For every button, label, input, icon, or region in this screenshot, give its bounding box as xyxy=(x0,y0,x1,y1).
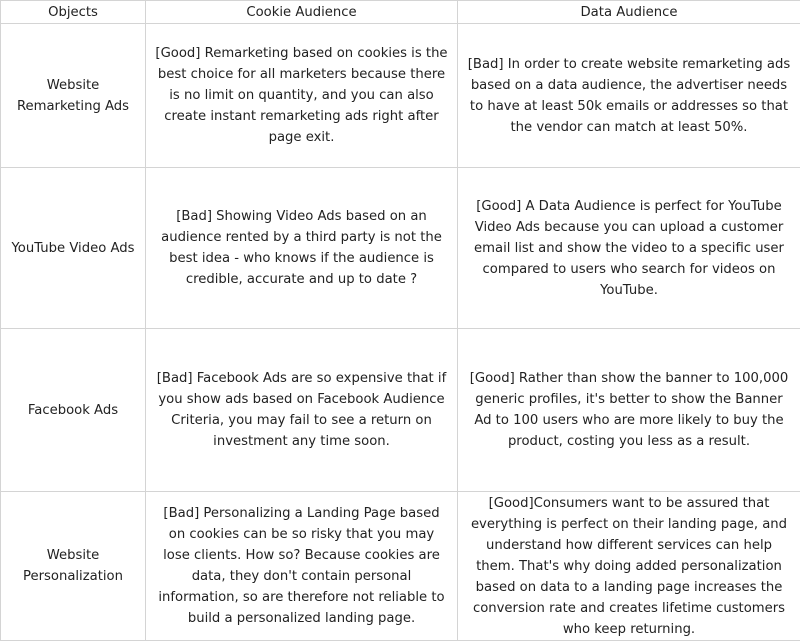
table-row xyxy=(1,24,800,168)
table-row xyxy=(1,329,800,492)
cookie-audience-cell: [Good] Remarketing based on cookies is the best choice for all marketers because there is no limit on quantity, and you can also create instant remarketing ads right after page exit. xyxy=(146,24,458,168)
header-objects: Objects xyxy=(1,1,146,24)
data-audience-cell: [Good] Rather than show the banner to 100,000 generic profiles, it's better to show the Banner Ad to 100 users who are more likely to buy the product, costing you less as a result. xyxy=(458,329,800,492)
cookie-audience-cell: [Bad] Personalizing a Landing Page based on cookies can be so risky that you may lose clients. How so? Because cookies are data, they don't contain personal information, so are therefore not reliable to build a personalized landing page. xyxy=(146,492,458,641)
data-audience-cell: [Bad] In order to create website remarketing ads based on a data audience, the advertiser needs to have at least 50k emails or addresses so that the vendor can match at least 50%. xyxy=(458,24,800,168)
object-cell: YouTube Video Ads xyxy=(1,168,146,329)
table-row xyxy=(1,168,800,329)
header-row xyxy=(1,1,800,24)
table-body xyxy=(1,24,800,641)
header-cookie-audience: Cookie Audience xyxy=(146,1,458,24)
cookie-audience-cell: [Bad] Showing Video Ads based on an audience rented by a third party is not the best idea - who knows if the audience is credible, accurate and up to date ? xyxy=(146,168,458,329)
table-row xyxy=(1,492,800,641)
data-audience-cell: [Good] A Data Audience is perfect for YouTube Video Ads because you can upload a customer email list and show the video to a specific user compared to users who search for videos on YouTube. xyxy=(458,168,800,329)
object-cell: Facebook Ads xyxy=(1,329,146,492)
table-header xyxy=(1,1,800,24)
object-cell: Website Personalization xyxy=(1,492,146,641)
data-audience-cell: [Good]Consumers want to be assured that everything is perfect on their landing page, and understand how different services can help them. That's why doing added personalization based on data to a landing page increases the conversion rate and creates lifetime customers who keep returning. xyxy=(458,492,800,641)
object-cell: Website Remarketing Ads xyxy=(1,24,146,168)
header-data-audience: Data Audience xyxy=(458,1,800,24)
cookie-audience-cell: [Bad] Facebook Ads are so expensive that if you show ads based on Facebook Audience Criteria, you may fail to see a return on investment any time soon. xyxy=(146,329,458,492)
